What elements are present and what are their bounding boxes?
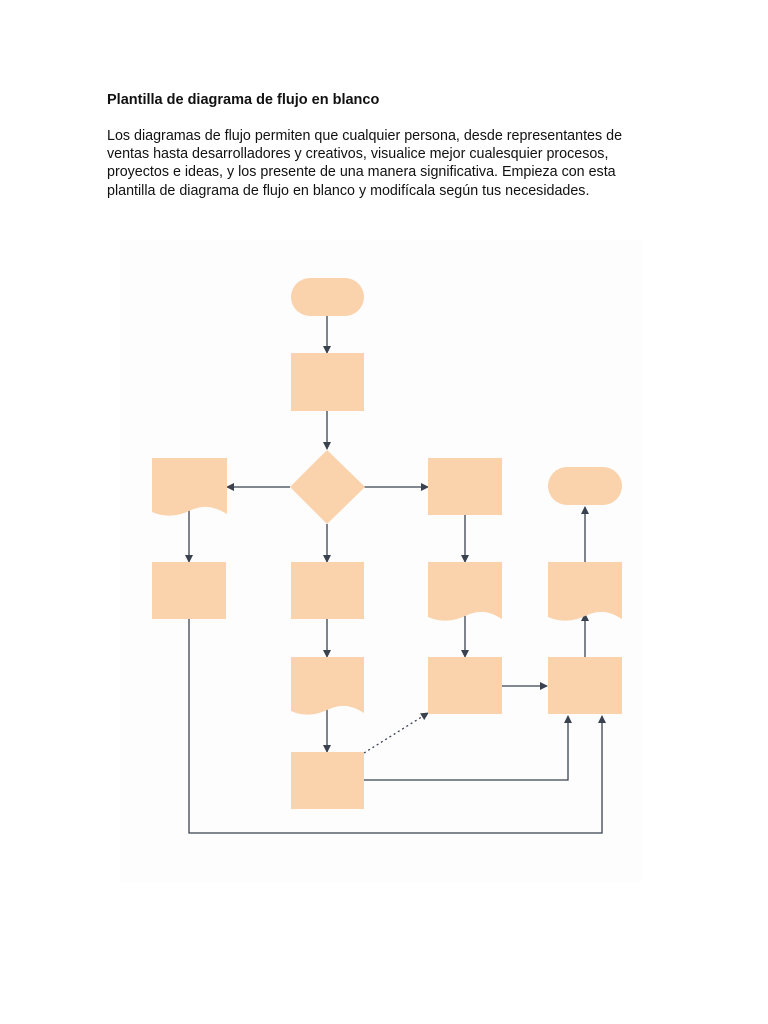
- process-box: [291, 353, 364, 411]
- process-box: [152, 562, 226, 619]
- connector-left-process-loop: [189, 619, 602, 833]
- start-terminator: [291, 278, 364, 316]
- document-shape: [548, 562, 622, 621]
- intro-line: proyectos e ideas, y los presente de una manera significativa. Empieza con esta: [107, 164, 616, 181]
- connector-dotted-bottom-to-process: [364, 713, 428, 753]
- intro-line: Los diagramas de flujo permiten que cualquier persona, desde representantes de: [107, 128, 623, 144]
- intro-line: plantilla de diagrama de flujo en blanco y modifícala según tus necesidades.: [107, 182, 590, 199]
- process-box: [428, 657, 502, 714]
- intro-line: ventas hasta desarrolladores y creativos, visualice mejor cualesquier procesos,: [107, 146, 609, 163]
- document-shape: [152, 458, 227, 516]
- end-terminator: [548, 467, 622, 505]
- document-shape: [291, 657, 364, 715]
- page-title: Plantilla de diagrama de flujo en blanco: [107, 92, 380, 108]
- process-box: [291, 752, 364, 809]
- process-box: [428, 458, 502, 515]
- process-box: [548, 657, 622, 714]
- connector-bottom-process-to-far-right-process: [364, 716, 568, 780]
- process-box: [291, 562, 364, 619]
- document-shape: [428, 562, 502, 621]
- decision-diamond: [290, 450, 365, 524]
